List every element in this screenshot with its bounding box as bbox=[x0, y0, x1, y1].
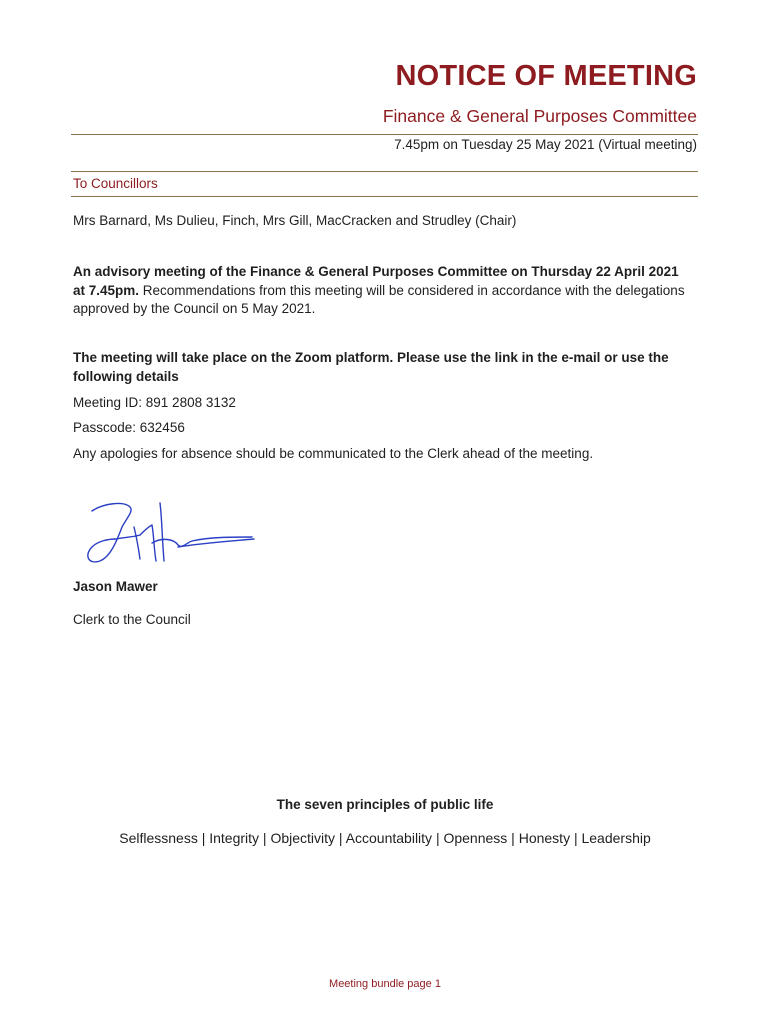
signatory-role: Clerk to the Council bbox=[73, 612, 191, 627]
handwritten-signature bbox=[82, 497, 262, 569]
meeting-datetime: 7.45pm on Tuesday 25 May 2021 (Virtual meeting) bbox=[394, 137, 697, 152]
principles-list: Selflessness | Integrity | Objectivity | Accountability | Openness | Honesty | Leadership bbox=[119, 830, 651, 846]
advisory-bold-text: An advisory meeting of the Finance & General Purposes Committee on Thursday 22 April 2021 at 7.45pm. bbox=[73, 264, 679, 298]
recipients-bottom-divider bbox=[71, 196, 698, 197]
page-footer: Meeting bundle page 1 bbox=[329, 978, 441, 990]
councillor-list: Mrs Barnard, Ms Dulieu, Finch, Mrs Gill, MacCracken and Strudley (Chair) bbox=[73, 213, 517, 228]
recipients-label: To Councillors bbox=[73, 176, 158, 191]
recipients-top-divider bbox=[71, 171, 698, 172]
signatory-name: Jason Mawer bbox=[73, 579, 158, 594]
zoom-heading: The meeting will take place on the Zoom platform. Please use the link in the e-mail or use the following details bbox=[73, 350, 669, 384]
page-title: NOTICE OF MEETING bbox=[395, 60, 697, 92]
header-divider bbox=[71, 134, 698, 135]
meeting-id: Meeting ID: 891 2808 3132 bbox=[73, 395, 236, 410]
advisory-paragraph bbox=[73, 263, 693, 319]
advisory-body-text: Recommendations from this meeting will be considered in accordance with the delegations approved by the Council on 5 May 2021. bbox=[73, 282, 685, 316]
committee-name: Finance & General Purposes Committee bbox=[382, 106, 697, 126]
apologies-note: Any apologies for absence should be communicated to the Clerk ahead of the meeting. bbox=[73, 446, 594, 461]
principles-heading: The seven principles of public life bbox=[276, 797, 494, 812]
meeting-passcode: Passcode: 632456 bbox=[73, 420, 185, 435]
